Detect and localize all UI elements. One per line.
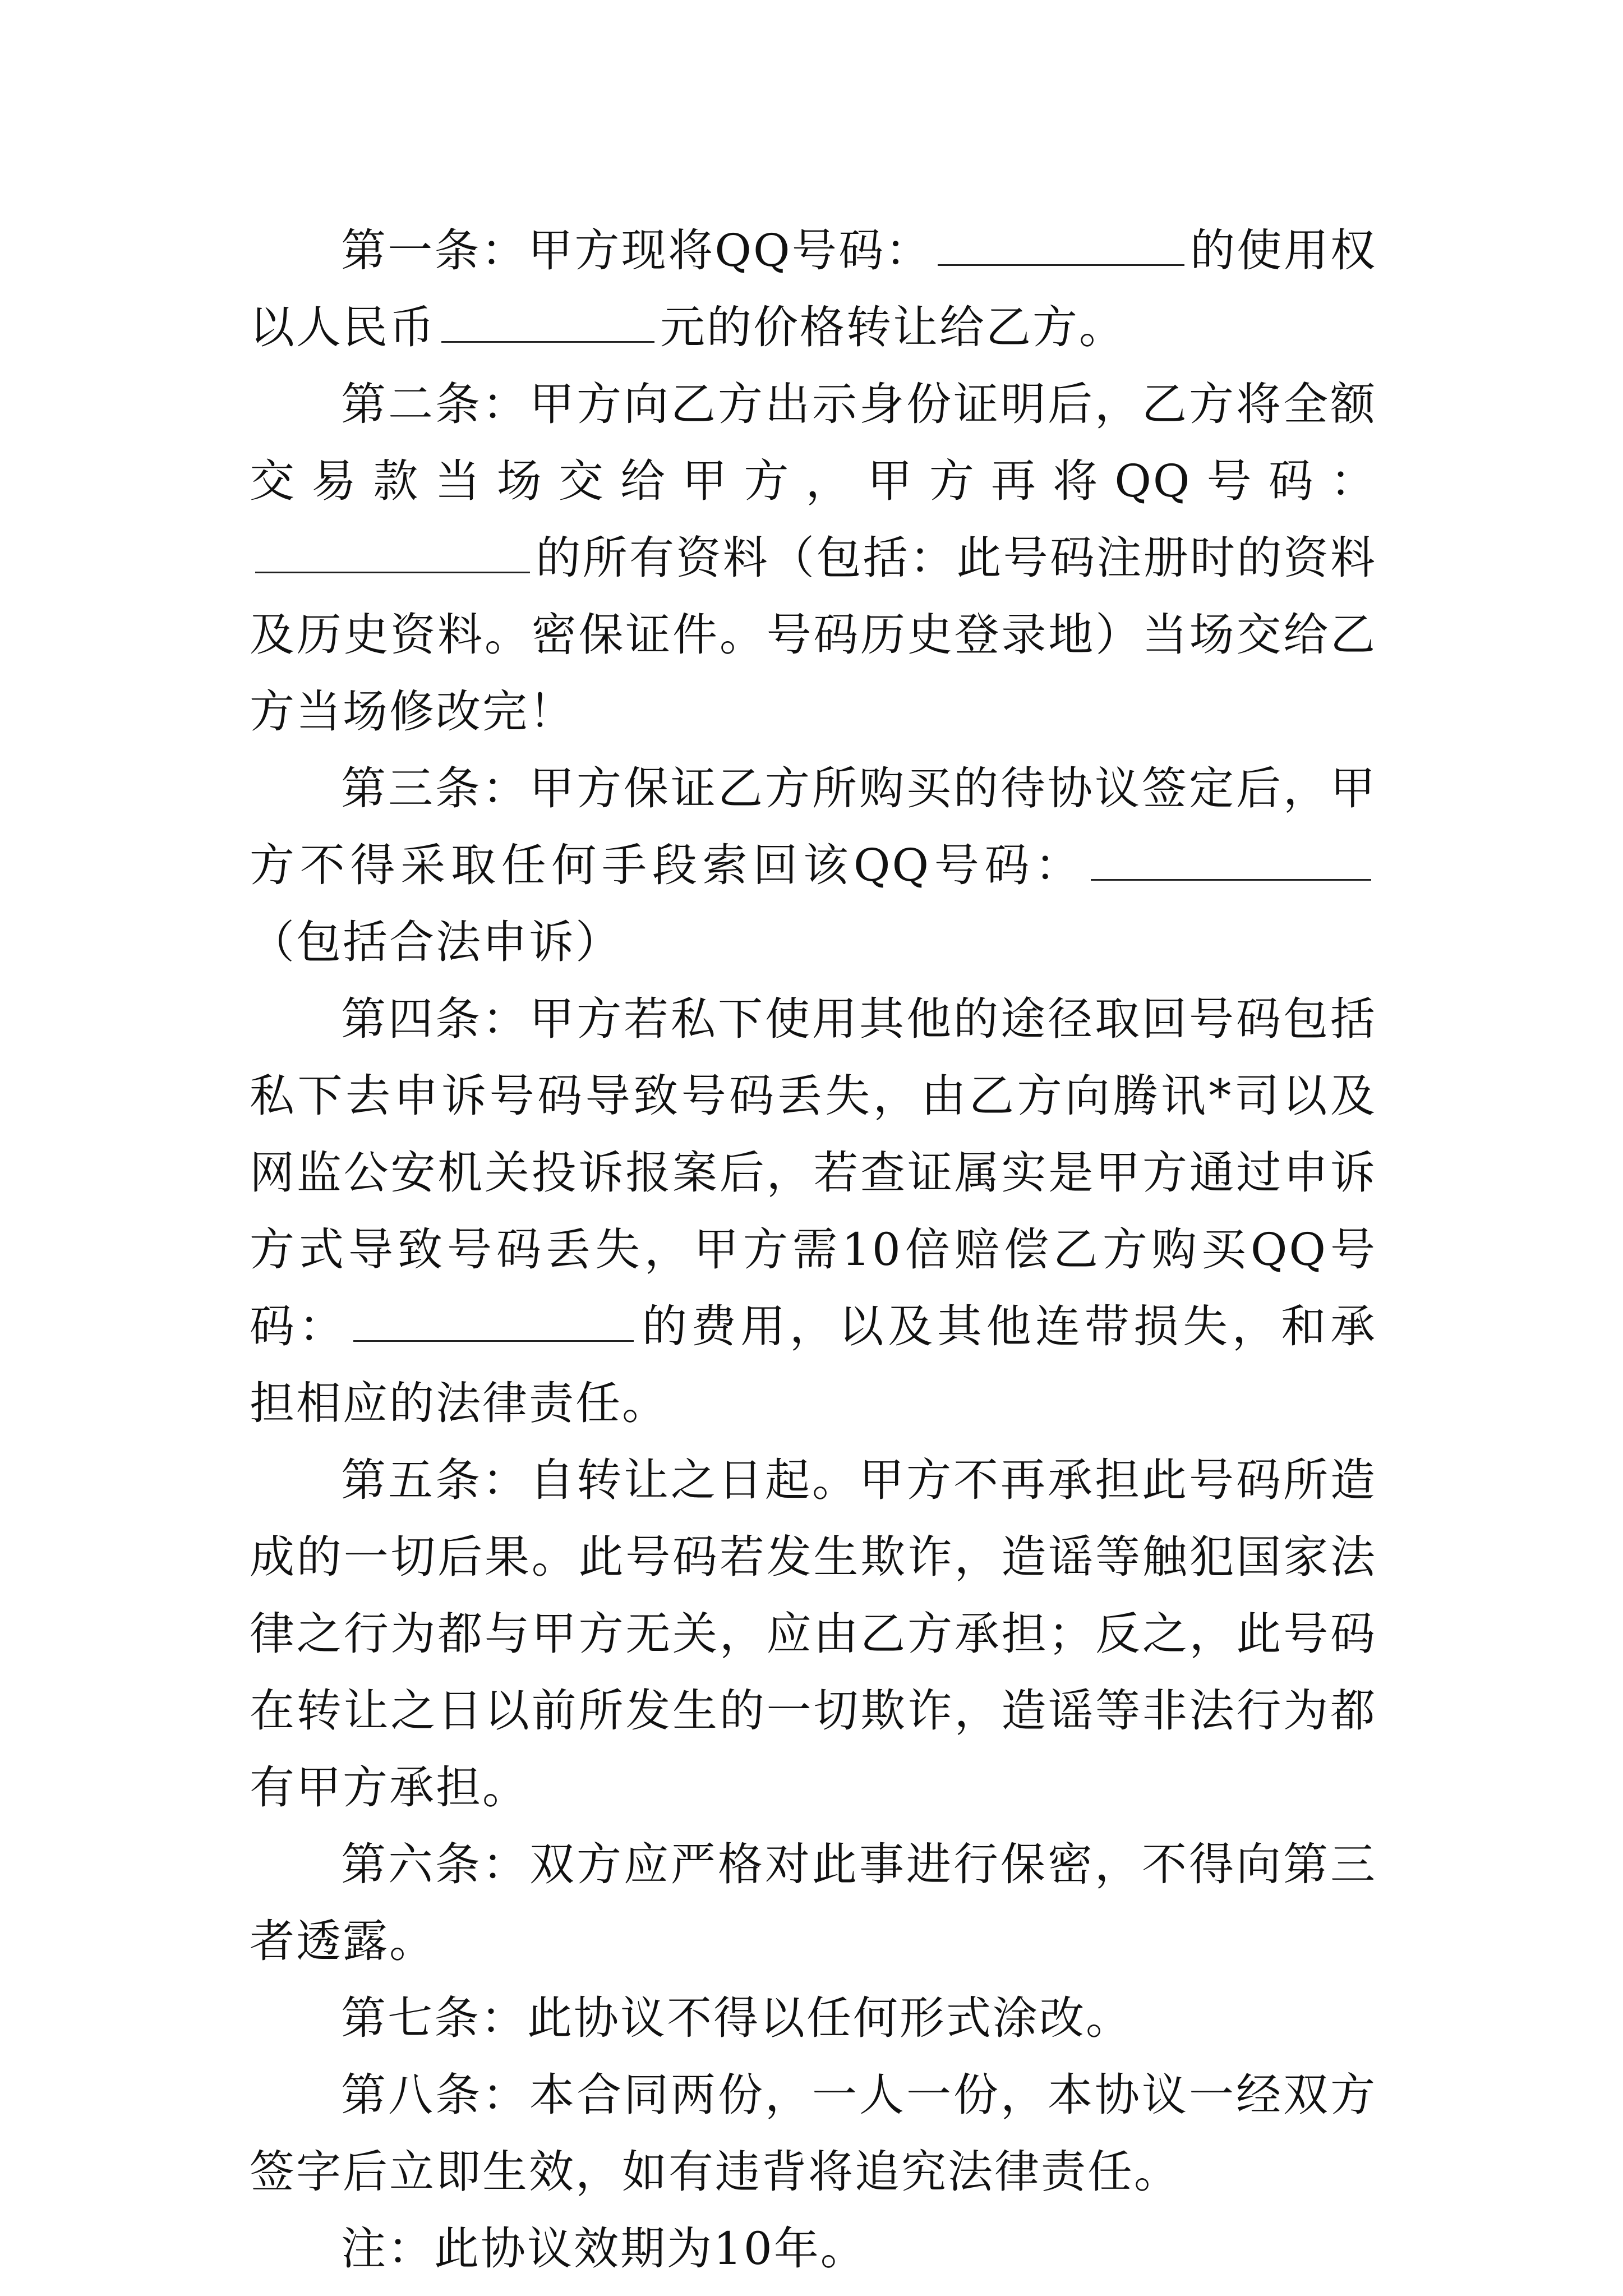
article-2 bbox=[250, 366, 1377, 750]
article-3-part-b: （包括合法申诉） bbox=[250, 916, 622, 968]
article-1-part-b: 的使用权以人民币 bbox=[250, 224, 1377, 353]
article-5: 第五条：自转让之日起。甲方不再承担此号码所造成的一切后果。此号码若发生欺诈，造谣等触犯国家法律之行为都与甲方无关，应由乙方承担；反之，此号码在转让之日以前所发生的一切欺诈，造谣等非法行为都有甲方承担。 bbox=[250, 1454, 1377, 1814]
qq-number-blank bbox=[353, 1301, 634, 1342]
article-4 bbox=[250, 981, 1377, 1442]
article-3 bbox=[250, 750, 1377, 981]
agreement-body bbox=[250, 212, 1377, 2287]
price-blank bbox=[441, 302, 654, 343]
article-6: 第六条：双方应严格对此事进行保密，不得向第三者透露。 bbox=[250, 1838, 1377, 1967]
article-4-part-a: 第四条：甲方若私下使用其他的途径取回号码包括私下去申诉号码导致号码丢失，由乙方向腾讯*司以及网监公安机关投诉报案后，若查证属实是甲方通过申诉方式导致号码丢失，甲方需10倍赔偿乙方购买QQ号码： bbox=[250, 993, 1377, 1352]
article-2-part-b: 的所有资料（包括：此号码注册时的资料及历史资料。密保证件。号码历史登录地）当场交给乙方当场修改完！ bbox=[250, 532, 1377, 738]
article-4-part-b: 的费用，以及其他连带损失，和承担相应的法律责任。 bbox=[250, 1300, 1377, 1429]
qq-number-blank bbox=[1091, 840, 1371, 881]
qq-number-blank bbox=[255, 532, 530, 573]
article-3-part-a: 第三条：甲方保证乙方所购买的待协议签定后，甲方不得采取任何手段索回该QQ号码： bbox=[250, 762, 1377, 891]
article-1 bbox=[250, 212, 1377, 366]
qq-number-blank bbox=[938, 225, 1184, 266]
article-1-part-a: 第一条：甲方现将QQ号码： bbox=[341, 224, 932, 277]
article-2-part-a: 第二条：甲方向乙方出示身份证明后，乙方将全额交易款当场交给甲方，甲方再将QQ号码： bbox=[250, 378, 1377, 507]
article-8: 第八条：本合同两份，一人一份，本协议一经双方签字后立即生效，如有违背将追究法律责任。 bbox=[250, 2069, 1377, 2198]
article-7: 第七条：此协议不得以任何形式涂改。 bbox=[341, 1992, 1132, 2044]
article-1-part-c: 元的价格转让给乙方。 bbox=[660, 301, 1126, 353]
validity-note: 注：此协议效期为10年。 bbox=[341, 2223, 867, 2275]
